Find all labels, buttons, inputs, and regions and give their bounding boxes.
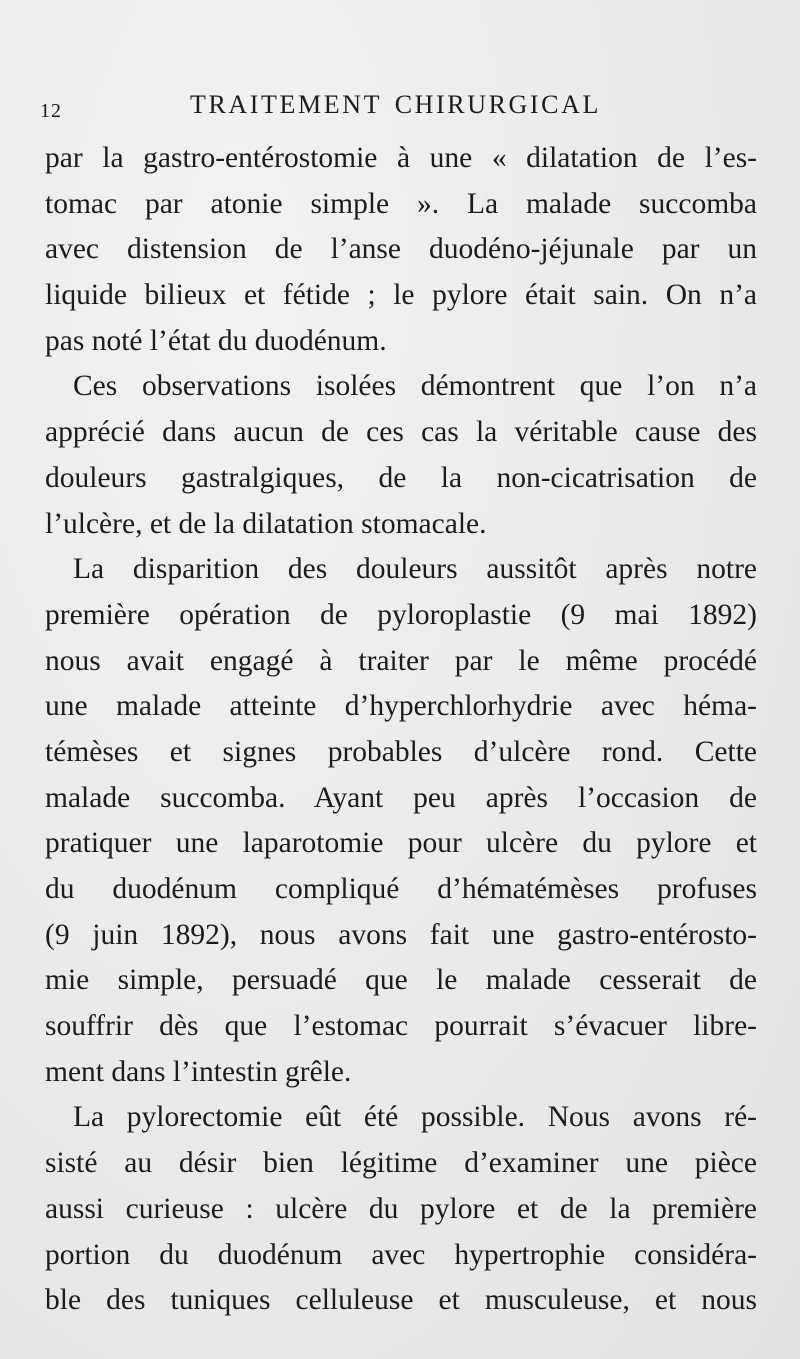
text-line: nous avait engagé à traiter par le même procédé [45,644,757,677]
text-line: avec distension de l’anse duodéno-jéjunale par un [45,233,757,266]
text-line: La pylorectomie eût été possible. Nous avons ré- [73,1101,757,1134]
text-line: ble des tuniques celluleuse et musculeuse, et nous [45,1284,757,1317]
text-line: (9 juin 1892), nous avons fait une gastro-entérosto- [45,918,757,951]
text-line: pratiquer une laparotomie pour ulcère du pylore et [45,827,757,860]
text-line: malade succomba. Ayant peu après l’occasion de [45,781,757,814]
text-line: douleurs gastralgiques, de la non-cicatrisation de [45,461,757,494]
text-line: témèses et signes probables d’ulcère rond. Cette [45,735,757,768]
text-line: une malade atteinte d’hyperchlorhydrie avec héma- [45,690,757,723]
text-line: ment dans l’intestin grêle. [45,1055,352,1088]
text-line: souffrir dès que l’estomac pourrait s’évacuer libre- [45,1010,757,1043]
text-line: portion du duodénum avec hypertrophie considéra- [45,1238,757,1271]
body-text [45,136,757,1324]
text-line: sisté au désir bien légitime d’examiner une pièce [45,1147,757,1180]
text-line: liquide bilieux et fétide ; le pylore était sain. On n’a [45,279,757,312]
text-line: l’ulcère, et de la dilatation stomacale. [45,507,487,540]
running-head [40,88,760,128]
text-line: du duodénum compliqué d’hématémèses profuses [45,873,757,905]
text-line: La disparition des douleurs aussitôt après notre [73,553,757,586]
text-line: Ces observations isolées démontrent que l’on n’a [73,370,757,403]
running-title: TRAITEMENT CHIRURGICAL [190,90,601,119]
text-line: pas noté l’état du duodénum. [45,324,387,357]
text-line: apprécié dans aucun de ces cas la véritable cause des [45,416,757,449]
text-line: mie simple, persuadé que le malade cesserait de [45,964,757,997]
text-line: par la gastro-entérostomie à une « dilatation de l’es- [45,142,757,174]
text-line: aussi curieuse : ulcère du pylore et de la première [45,1192,757,1225]
text-line: tomac par atonie simple ». La malade succomba [45,187,757,220]
page-number: 12 [40,100,62,122]
text-line: première opération de pyloroplastie (9 mai 1892) [45,598,757,631]
